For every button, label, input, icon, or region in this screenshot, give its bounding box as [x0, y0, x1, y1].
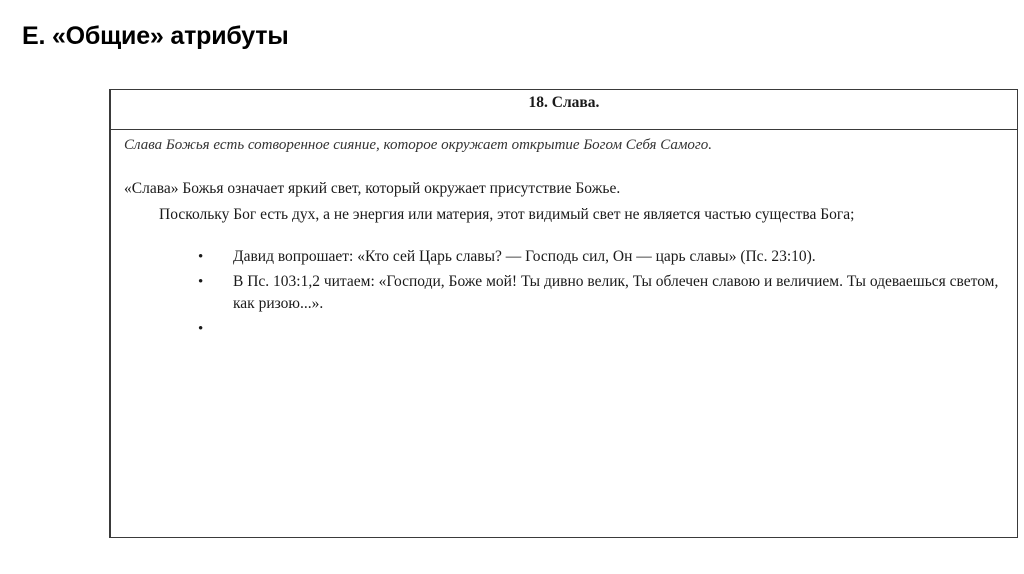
bullet-text: Давид вопрошает: «Кто сей Царь славы? — Господь сил, Он — царь славы» (Пс. 23:10).	[233, 248, 816, 265]
slide-title: E. «Общие» атрибуты	[22, 22, 289, 50]
definition-text: Слава Божья есть сотворенное сияние, которое окружает открытие Богом Себя Самого.	[124, 137, 713, 153]
bullet-list	[111, 246, 1017, 340]
list-item	[111, 318, 1017, 340]
list-item	[111, 246, 1017, 268]
bullet-dot: •	[198, 249, 204, 265]
paragraph-glory: «Слава» Божья означает яркий свет, который окружает присутствие Божье.	[124, 180, 621, 197]
paragraph-spirit: Поскольку Бог есть дух, а не энергия или материя, этот видимый свет не является частью существа Бога;	[159, 206, 855, 223]
bullet-dot: •	[198, 274, 204, 290]
bullet-text: В Пс. 103:1,2 читаем: «Господи, Боже мой! Ты дивно велик, Ты облечен славою и величием. Ты одеваешься светом, как ризою...».	[233, 273, 999, 312]
bullet-dot: •	[198, 321, 204, 337]
list-item	[111, 271, 1017, 315]
document-box	[109, 89, 1018, 538]
document-header: 18. Слава.	[111, 90, 1017, 130]
